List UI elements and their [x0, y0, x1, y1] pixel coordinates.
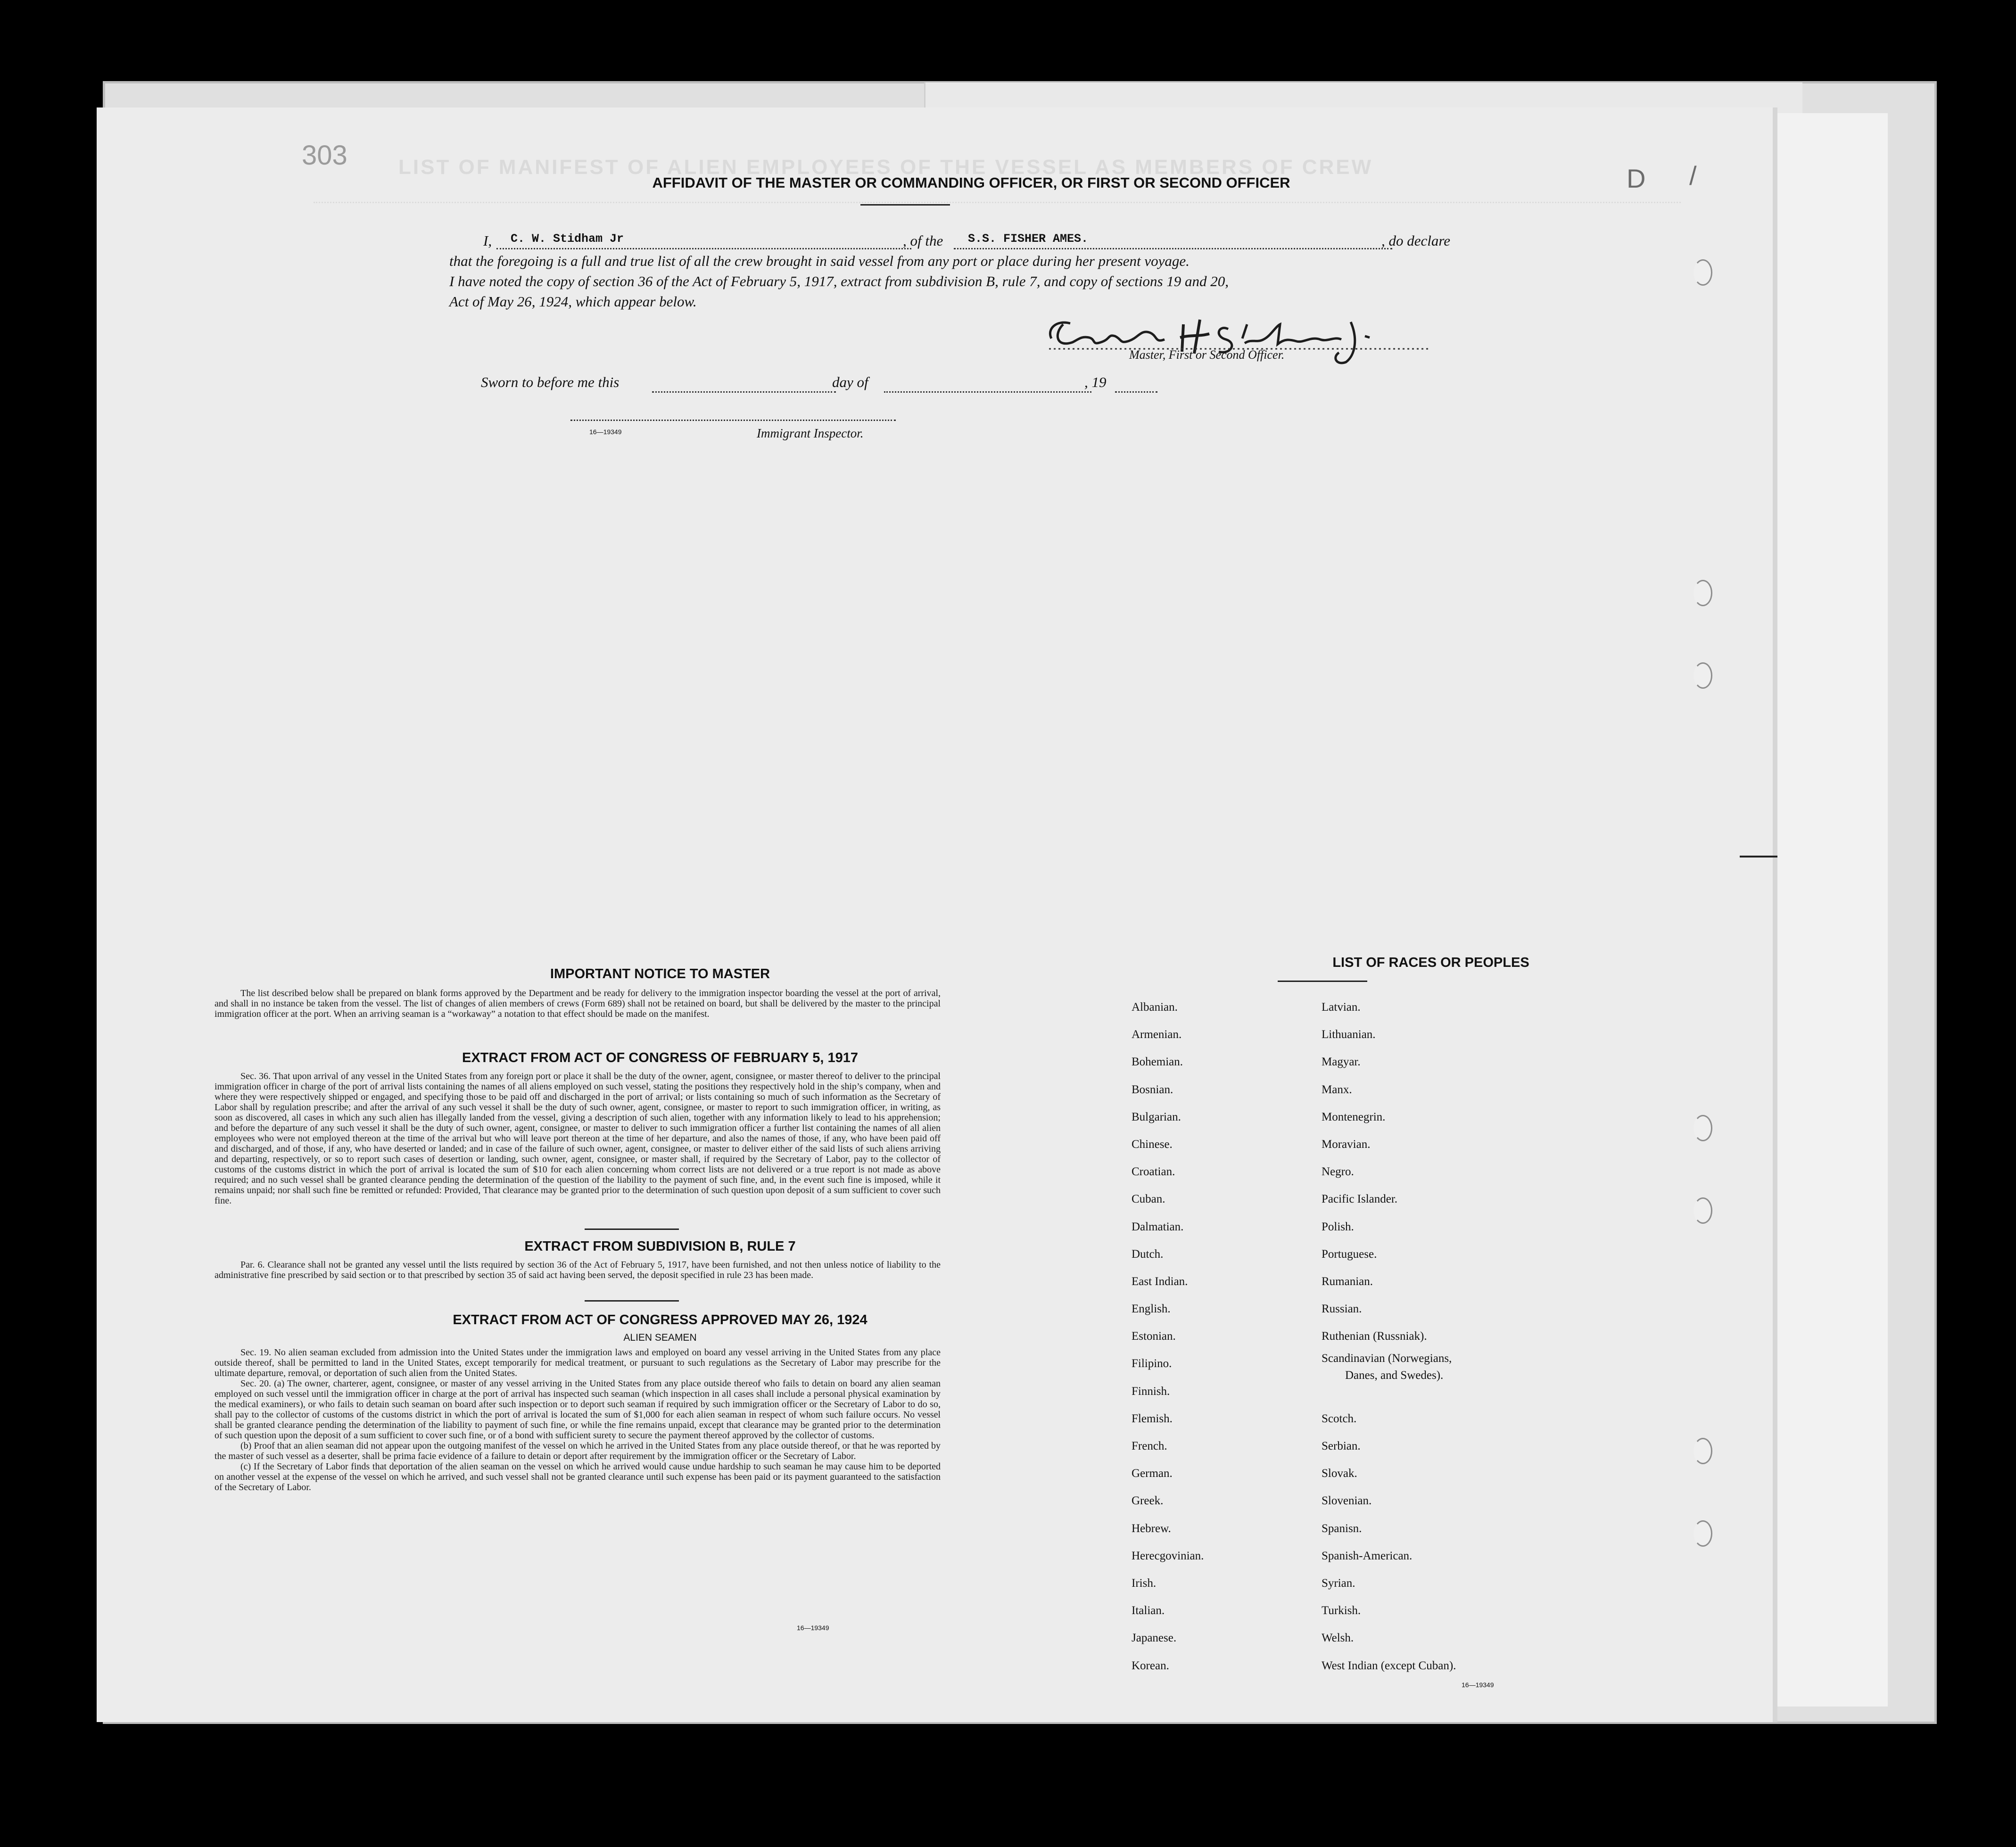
- extract3-text: [215, 1347, 941, 1492]
- document-page: [97, 107, 1773, 1722]
- race-item: West Indian (except Cuban).: [1322, 1659, 1456, 1672]
- race-item: Irish.: [1132, 1576, 1157, 1590]
- notice-title: IMPORTANT NOTICE TO MASTER: [550, 966, 770, 981]
- races-form-number: 16—19349: [1462, 1681, 1494, 1689]
- extract3-title: EXTRACT FROM ACT OF CONGRESS APPROVED MAY 26, 1924: [453, 1312, 868, 1328]
- affidavit-line-2: that the foregoing is a full and true list of all the crew brought in said vessel from any port or place during her present voyage.: [449, 253, 1190, 269]
- race-item: Greek.: [1132, 1494, 1164, 1508]
- corner-mark: /: [1689, 161, 1697, 190]
- bleed-through-line: [314, 202, 1681, 206]
- races-title-rule: [1278, 981, 1367, 982]
- race-item: Filipino.: [1132, 1357, 1172, 1370]
- race-item: Ruthenian (Russniak).: [1322, 1330, 1427, 1343]
- punch-hole: [1694, 259, 1712, 286]
- race-item: Latvian.: [1322, 1001, 1361, 1014]
- section-20c-paragraph: (c) If the Secretary of Labor finds that deportation of the alien seaman on the vessel on which he arrived would cause undue hardship to such seaman he may cause him to be deported on another vessel at the expense of the vessel on which he arrived, and such vessel shall not be granted clearance until such expense has been paid or its payment guaranteed to the satisfaction of the Secretary of Labor.: [215, 1461, 941, 1492]
- inspector-signature-line: [570, 415, 896, 421]
- section-rule: [585, 1229, 679, 1230]
- race-item: Herecgovinian.: [1132, 1549, 1204, 1562]
- race-item: Moravian.: [1322, 1138, 1371, 1151]
- race-item: Hebrew.: [1132, 1522, 1171, 1535]
- signature-caption: Master, First or Second Officer.: [1129, 348, 1285, 362]
- master-name-field: C. W. Stidham Jr: [496, 232, 911, 249]
- section-19-paragraph: Sec. 19. No alien seaman excluded from admission into the United States under the immigration laws and employed on board any vessel arriving in the United States from any place outside thereof, shall be permitted to land in the United States, except temporarily for medical treatment, or pursuant to such regulations as the Secretary of Labor may prescribe for the ultimate departure, removal, or deportation of such alien from the United States.: [215, 1347, 941, 1378]
- race-item: Estonian.: [1132, 1330, 1176, 1343]
- race-item: Cuban.: [1132, 1193, 1165, 1206]
- race-item: Bohemian.: [1132, 1055, 1183, 1069]
- race-item: Russian.: [1322, 1303, 1362, 1316]
- race-item: Spanish-American.: [1322, 1549, 1413, 1562]
- notice-paragraph: The list described below shall be prepared on blank forms approved by the Department and be ready for delivery to the immigration inspector boarding the vessel at the port of arrival, and shall in no instance be taken from the vessel. The list of changes of alien members of crews (Form 689) shall not be retained on board, but shall be delivered by the master to the principal immigration officer at the port. When an arriving seaman is a “workaway” a notation to that effect should be made on the manifest.: [215, 988, 941, 1019]
- race-item: Rumanian.: [1322, 1275, 1373, 1288]
- race-item: Welsh.: [1322, 1632, 1354, 1645]
- section-20b-paragraph: (b) Proof that an alien seaman did not appear upon the outgoing manifest of the vessel on which he arrived in the United States from any place outside thereof, or that he was reported by the master of such vessel as a deserter, shall be prima facie evidence of a failure to detain or deport after requirement by the immigration officer or the Secretary of Labor.: [215, 1441, 941, 1461]
- punch-hole: [1694, 1438, 1712, 1464]
- race-item: French.: [1132, 1440, 1167, 1452]
- section-20a-paragraph: Sec. 20. (a) The owner, charterer, agent, consignee, or master of any vessel arriving in the United States from any place outside thereof who fails to detain on board any alien seaman employed on such vessel until the immigration officer in charge at the port of arrival has inspected such seaman (which inspection in all cases shall include a personal physical examination by the medical examiners), or who fails to detain such seaman on board after such inspection or to deport such seaman if required by such immigration officer or the Secretary of Labor to do so, shall pay to the collector of customs of the customs district in which the port of arrival is located the sum of $1,000 for each alien seaman in respect of whom such failure occurs. No vessel shall be granted clearance pending the determination of the liability to payment of such fine, or while the fine remains unpaid, except that clearance may be granted prior to the determination of such question upon the deposit of a sum sufficient to cover such fine, or of a bond with sufficient surety to secure the payment thereof approved by the collector of customs.: [215, 1378, 941, 1441]
- title-rule: [860, 204, 950, 206]
- extract2-text: [215, 1260, 941, 1280]
- race-item: Scotch.: [1322, 1412, 1357, 1425]
- race-item: Lithuanian.: [1322, 1028, 1376, 1041]
- race-item: Flemish.: [1132, 1412, 1173, 1425]
- punch-hole: [1694, 1197, 1712, 1224]
- race-item: Spanisn.: [1322, 1522, 1362, 1535]
- race-item: Croatian.: [1132, 1165, 1175, 1179]
- race-item: Bulgarian.: [1132, 1110, 1181, 1123]
- race-item: Polish.: [1322, 1220, 1354, 1233]
- races-column-2: [1322, 994, 1456, 1680]
- race-item: Serbian.: [1322, 1440, 1361, 1453]
- inspector-caption: Immigrant Inspector.: [757, 426, 864, 440]
- race-item: Slovak.: [1322, 1467, 1357, 1480]
- race-item: Montenegrin.: [1322, 1110, 1386, 1123]
- section-rule: [585, 1300, 679, 1302]
- extract1-text: [215, 1071, 941, 1206]
- race-item: Dutch.: [1132, 1247, 1164, 1261]
- notice-form-number: 16—19349: [797, 1624, 829, 1632]
- affidavit-line-4: Act of May 26, 1924, which appear below.: [449, 293, 697, 310]
- corner-mark: D: [1627, 164, 1646, 193]
- race-item: East Indian.: [1132, 1275, 1188, 1288]
- race-item: Japanese.: [1132, 1632, 1177, 1645]
- race-item: Danes, and Swedes).: [1345, 1369, 1444, 1382]
- race-item: Manx.: [1322, 1083, 1352, 1096]
- affidavit-form-number: 16—19349: [589, 428, 622, 436]
- races-column-1: [1132, 994, 1204, 1680]
- affidavit-of-the: , of the: [903, 232, 943, 249]
- race-item: Chinese.: [1132, 1138, 1173, 1151]
- affidavit-do-declare: , do declare: [1381, 232, 1451, 249]
- year-label: , 19: [1084, 374, 1107, 390]
- extract1-title: EXTRACT FROM ACT OF CONGRESS OF FEBRUARY 5, 1917: [462, 1050, 859, 1065]
- vessel-name-field: S.S. FISHER AMES.: [954, 232, 1392, 249]
- punch-hole: [1694, 1520, 1712, 1547]
- race-item: English.: [1132, 1303, 1171, 1316]
- page-stamp: 303: [302, 140, 347, 171]
- race-item: Syrian.: [1322, 1576, 1355, 1590]
- race-item: Scandinavian (Norwegians,: [1322, 1352, 1452, 1365]
- race-item: Turkish.: [1322, 1604, 1361, 1617]
- bleed-through-heading: LIST OF MANIFEST OF ALIEN EMPLOYEES OF THE VESSEL AS MEMBERS OF CREW: [398, 156, 1373, 179]
- sworn-month-field: [884, 375, 1091, 393]
- race-item: Albanian.: [1132, 1001, 1178, 1014]
- punch-hole: [1694, 1115, 1712, 1141]
- notice-text: [215, 988, 941, 1019]
- punch-hole: [1694, 580, 1712, 606]
- sworn-year-field: [1115, 375, 1157, 393]
- affidavit-line-3: I have noted the copy of section 36 of the Act of February 5, 1917, extract from subdivision B, rule 7, and copy of sections 19 and 20,: [449, 273, 1229, 289]
- race-item: Italian.: [1132, 1604, 1165, 1617]
- race-item: Magyar.: [1322, 1055, 1361, 1069]
- affidavit-title: AFFIDAVIT OF THE MASTER OR COMMANDING OFFICER, OR FIRST OR SECOND OFFICER: [652, 174, 1290, 191]
- race-item: Bosnian.: [1132, 1083, 1173, 1096]
- edge-rule: [1740, 856, 1777, 858]
- rule-7-paragraph: Par. 6. Clearance shall not be granted any vessel until the lists required by section 36 of the Act of February 5, 1917, have been furnished, and not then unless notice of liability to the administrative fine prescribed by said section or to that prescribed by section 35 of said act having been served, the deposit specified in rule 23 has been made.: [215, 1260, 941, 1280]
- sworn-date-field: [652, 375, 836, 393]
- punch-hole: [1694, 662, 1712, 689]
- race-item: Slovenian.: [1322, 1494, 1372, 1508]
- race-item: Portuguese.: [1322, 1247, 1377, 1261]
- extract2-title: EXTRACT FROM SUBDIVISION B, RULE 7: [524, 1239, 796, 1254]
- sworn-label: Sworn to before me this: [481, 374, 620, 390]
- section-36-paragraph: Sec. 36. That upon arrival of any vessel in the United States from any foreign port or place it shall be the duty of the owner, agent, consignee, or master thereof to deliver to the principal immigration officer in charge of the port of arrival lists containing the names of all aliens employed on such vessel, stating the positions they respectively hold in the ship’s company, when and where they were respectively shipped or engaged, and specifying those to be paid off and discharged in the port of arrival; or lists containing so much of such information as the Secretary of Labor shall by regulation prescribe; and after the arrival of any such vessel it shall be the duty of such owner, agent, consignee, or master to report to such immigration officer, in writing, as soon as discovered, all cases in which any such alien has illegally landed from the vessel, giving a description of such alien, together with any information likely to lead to his apprehension; and before the departure of any such vessel it shall be the duty of such owner, agent, consignee, or master to deliver to such immigration officer a further list containing the names of all alien employees who were not employed thereon at the time of the arrival but who will leave port thereon at the time of her departure, and also the names of those, if any, who have been paid off and discharged, and of those, if any, who have deserted or landed; and in case of the failure of such owner, agent, consignee, or master to deliver either of the said lists of such aliens arriving and departing, respectively, or so to report such cases of desertion or landing, such owner, agent, consignee, or master shall, if required by the Secretary of Labor, pay to the collector of customs of the customs district in which the port of arrival is located the sum of $10 for each alien concerning whom correct lists are not delivered or a true report is not made as above required; and no such vessel shall be granted clearance pending the determination of the question of the liability to the payment of such fine, and, in the event such fine is imposed, while it remains unpaid; nor shall such fine be remitted or refunded: Provided, That clearance may be granted prior to the determination of such question upon deposit of a sum sufficient to cover such fine.: [215, 1071, 941, 1206]
- race-item: Finnish.: [1132, 1385, 1170, 1398]
- race-item: German.: [1132, 1467, 1173, 1480]
- races-title: LIST OF RACES OR PEOPLES: [1332, 955, 1529, 970]
- race-item: Pacific Islander.: [1322, 1193, 1398, 1206]
- extract3-subtitle: ALIEN SEAMEN: [623, 1332, 697, 1343]
- race-item: Dalmatian.: [1132, 1220, 1184, 1233]
- day-of-label: day of: [832, 374, 868, 390]
- affidavit-i: I,: [483, 232, 492, 249]
- race-item: Negro.: [1322, 1165, 1354, 1179]
- race-item: Armenian.: [1132, 1028, 1182, 1041]
- race-item: Korean.: [1132, 1659, 1169, 1672]
